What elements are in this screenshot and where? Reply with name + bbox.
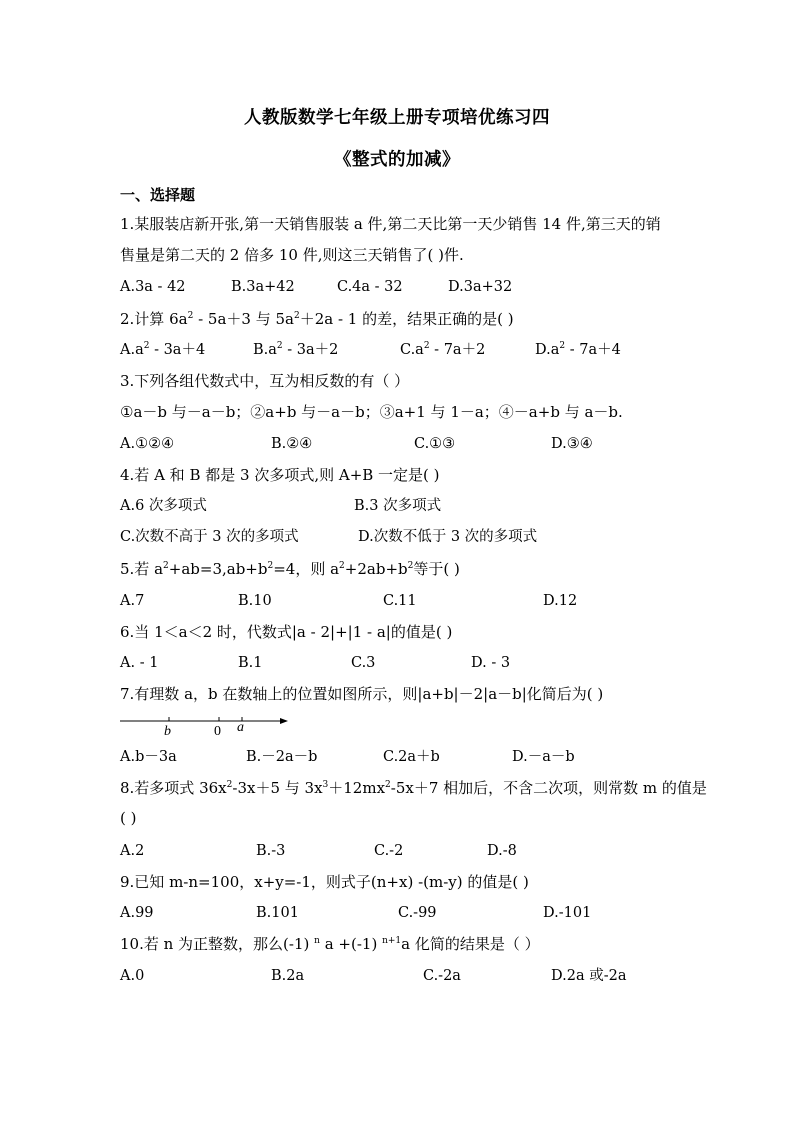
question-7-option-b: B.－2a－b <box>246 749 318 765</box>
question-4-option-d: D.次数不低于 3 次的多项式 <box>358 529 538 545</box>
question-9-option-a: A.99 <box>120 905 154 921</box>
question-6-line-1: 6.当 1＜a＜2 时，代数式|a - 2|+|1 - a|的值是( ) <box>120 623 453 641</box>
question-3-option-b: B.②④ <box>271 436 313 452</box>
question-1-option-d: D.3a+32 <box>448 279 513 295</box>
question-1-line-1: 1.某服装店新开张,第一天销售服装 a 件,第二天比第一天少销售 14 件,第三天的销 <box>120 215 661 233</box>
question-4-line-1: 4.若 A 和 B 都是 3 次多项式,则 A+B 一定是( ) <box>120 466 440 484</box>
question-2-line-1: 2.计算 $6a^2 - 5a+3$ 与 $5a^2+2a - 1$ 的差，结果正确的是( ) <box>120 310 514 328</box>
question-10-line-1: 10.若 n 为正整数，那么(-1) $^n$ a +(-1) $^{n+1}$a 化简的结果是（ ） <box>120 935 540 953</box>
number-line-figure <box>118 711 298 741</box>
question-10-option-b: B.2a <box>271 968 305 984</box>
question-9-option-c: C.-99 <box>398 905 437 921</box>
question-3-line-1: 3.下列各组代数式中，互为相反数的有（ ） <box>120 372 410 390</box>
question-8-option-d: D.-8 <box>487 843 517 859</box>
question-3-line-2: ①a－b 与－a－b；②a+b 与－a－b；③a+1 与 1－a；④－a+b 与 a－b. <box>120 403 623 421</box>
label-a: a <box>237 720 244 735</box>
question-6-option-c: C.3 <box>351 655 376 671</box>
question-3-option-c: C.①③ <box>414 436 456 452</box>
question-6-option-d: D. - 3 <box>471 655 511 671</box>
question-10-option-d: D.2a 或-2a <box>551 968 627 984</box>
question-1-line-2: 售量是第二天的 2 倍多 10 件,则这三天销售了( )件. <box>120 246 464 264</box>
question-9-line-1: 9.已知 m-n=100，x+y=-1，则式子(n+x) -(m-y) 的值是( ) <box>120 873 529 891</box>
question-5-option-d: D.12 <box>543 593 578 609</box>
question-9-option-d: D.-101 <box>543 905 592 921</box>
question-6-option-b: B.1 <box>238 655 263 671</box>
label-b: b <box>164 724 171 739</box>
question-4-option-b: B.3 次多项式 <box>354 498 442 514</box>
question-7-line-1: 7.有理数 a，b 在数轴上的位置如图所示，则|a+b|－2|a－b|化简后为( ) <box>120 685 604 703</box>
label-zero: 0 <box>214 724 221 739</box>
question-10-option-c: C.-2a <box>423 968 461 984</box>
question-8-option-b: B.-3 <box>256 843 286 859</box>
number-line-arrow <box>280 718 288 724</box>
question-2-option-b: $B.a^2 - 3a+2$ <box>253 341 339 358</box>
page-subtitle: 《整式的加减》 <box>334 150 460 170</box>
question-5-line-1: 5.若 $a^2+ab=3,ab+b^2=4$，则 $a^2+2ab+b^2$等于( ) <box>120 560 460 578</box>
question-7-option-d: D.－a－b <box>512 749 575 765</box>
question-2-option-a: $A.a^2 - 3a+4$ <box>120 341 206 358</box>
question-4-option-c: C.次数不高于 3 次的多项式 <box>120 529 299 545</box>
question-3-option-d: D.③④ <box>551 436 593 452</box>
question-10-option-a: A.0 <box>120 968 145 984</box>
question-5-option-a: A.7 <box>120 593 145 609</box>
section-heading: 一、选择题 <box>120 186 196 204</box>
question-8-option-a: A.2 <box>120 843 145 859</box>
question-2-option-c: $C.a^2 - 7a+2$ <box>400 341 486 358</box>
question-9-option-b: B.101 <box>256 905 299 921</box>
question-6-option-a: A. - 1 <box>120 655 159 671</box>
question-8-line-2: ( ) <box>120 809 137 827</box>
question-7-option-c: C.2a＋b <box>383 749 440 765</box>
question-8-option-c: C.-2 <box>374 843 404 859</box>
question-7-option-a: A.b－3a <box>120 749 177 765</box>
question-4-option-a: A.6 次多项式 <box>120 498 207 514</box>
question-1-option-c: C.4a - 32 <box>337 279 403 295</box>
question-5-option-b: B.10 <box>238 593 272 609</box>
page-title: 人教版数学七年级上册专项培优练习四 <box>244 108 550 128</box>
question-1-option-b: B.3a+42 <box>231 279 295 295</box>
question-1-option-a: A.3a - 42 <box>120 279 186 295</box>
question-3-option-a: A.①②④ <box>120 436 175 452</box>
question-8-line-1: 8.若多项式 $36x^2-3x+5$ 与 $3x^3+12mx^2-5x+7$ 相加后，不含二次项，则常数 m 的值是 <box>120 779 707 797</box>
question-2-option-d: $D.a^2 - 7a+4$ <box>535 341 621 358</box>
question-5-option-c: C.11 <box>383 593 417 609</box>
